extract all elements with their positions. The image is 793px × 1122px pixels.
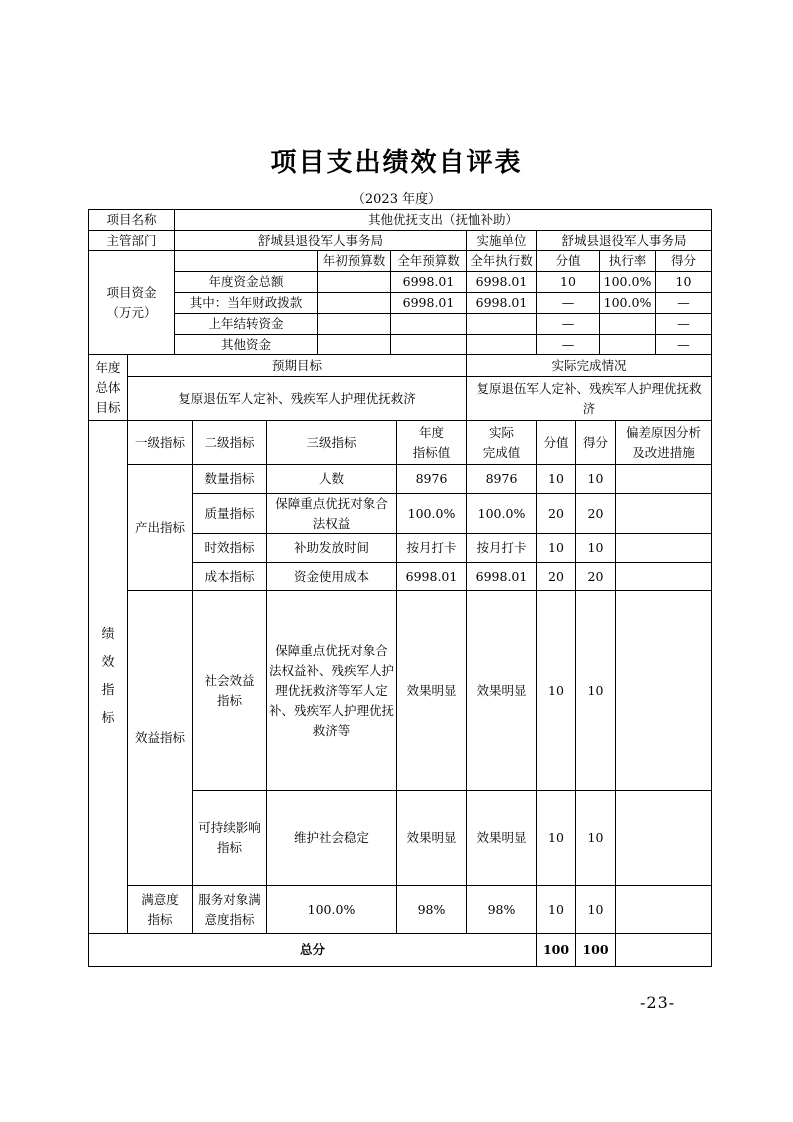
perf-header-score-text: 得分 [582,434,608,450]
output-target [396,464,467,494]
output-score-text: 10 [587,471,604,486]
page-number: -23- [640,993,676,1012]
funds-header-text: 全年预算数 [397,253,460,268]
goal-actual-text-text: 复原退伍军人定补、残疾军人护理优抚救 [476,380,702,396]
funds-cell-name-text: 其中：当年财政拨款 [189,295,303,310]
social-level3-text: 保障重点优抚对象合 [275,642,388,658]
funds-cell-rate-text: 100.0% [603,274,652,289]
funds-cell-rate [599,313,656,335]
social-actual-text: 效果明显 [476,682,527,698]
benefit-indicator-label [127,590,193,886]
output-actual-text: 8976 [485,471,518,486]
project-name-label [88,209,175,231]
output-score-value [536,464,576,494]
sustain-level2-text: 指标 [216,840,242,855]
sustain-score-text: 10 [587,830,604,845]
output-score [575,493,616,534]
output-level2 [192,493,267,534]
satisfaction-target [396,885,467,934]
output-score-value [536,533,576,563]
dept-label-text: 主管部门 [106,232,157,248]
satisfaction-score-value-text: 10 [548,901,564,917]
funds-cell-annual [390,313,467,335]
output-actual [466,464,537,494]
sustain-level2 [192,790,267,886]
sustain-score-value-text: 10 [548,830,564,845]
funds-header-text: 执行率 [608,253,647,268]
funds-header [317,250,391,272]
output-score-text: 10 [587,540,604,555]
output-level3 [266,493,397,534]
social-level3 [266,590,397,791]
perf-header-level1-text: 一级指标 [134,434,185,450]
funds-cell-name-text: 年度资金总额 [208,274,284,289]
perf-header-target [396,420,467,465]
output-actual-text: 6998.01 [475,568,528,584]
perf-header-level2 [192,420,267,465]
total-remark [615,933,712,967]
output-level3 [266,533,397,563]
output-level2-text: 成本指标 [204,568,255,584]
perf-header-remark-text: 偏差原因分析 [625,424,701,440]
report-year: （2023 年度） [351,192,442,207]
perf-header-actual-text: 实际 [488,424,514,440]
output-score-text: 20 [587,505,604,521]
satisfaction-score-text: 10 [587,901,604,917]
perf-label-text: 指 [101,683,115,698]
social-level2-text: 指标 [216,692,242,708]
funds-cell-name [174,313,318,335]
perf-header-level1 [127,420,193,465]
funds-cell-annual [390,271,467,293]
impl-value [536,230,712,251]
goal-expected-text-text: 复原退伍军人定补、残疾军人护理优抚救济 [178,390,416,406]
funds-cell-executed [466,271,537,293]
funds-cell-score_value [536,313,600,335]
output-level2 [192,464,267,494]
satisfaction-level2-text: 服务对象满 [198,891,261,907]
output-target [396,533,467,563]
social-score-text: 10 [587,682,604,698]
social-level3-text: 理优抚救济等军人定 [275,682,388,698]
output-indicator-label [127,464,193,591]
goal-expected-header [127,354,467,377]
output-remark [615,562,712,591]
social-target [396,590,467,791]
social-level3-text: 法权益补、残疾军人护 [269,662,395,678]
funds-cell-score-text: — [677,336,690,352]
perf-header-target-text: 指标值 [412,444,451,460]
impl-label [466,230,537,251]
sustain-actual [466,790,537,886]
satisfaction-remark [615,885,712,934]
funds-label-text: 项目资金 [106,284,157,300]
social-level2-text: 社会效益 [204,672,255,688]
total-score-text: 100 [582,942,609,957]
output-target-text: 按月打卡 [406,540,457,555]
satisfaction-level3 [266,885,397,934]
funds-cell-name [174,271,318,293]
funds-cell-score [655,313,712,335]
perf-header-score-value-text: 分值 [543,434,569,450]
goal-actual-header [466,354,712,377]
funds-cell-name-text: 其他资金 [220,336,271,352]
output-level2 [192,533,267,563]
funds-header [466,250,537,272]
social-target-text: 效果明显 [406,682,457,698]
output-level2-text: 质量指标 [204,505,255,521]
output-score-value [536,493,576,534]
funds-cell-executed-text: 6998.01 [475,295,528,310]
total-score-value-text: 100 [542,942,570,957]
output-actual-text: 100.0% [477,505,526,521]
goal-label-text: 年度 [95,359,121,375]
social-score-value-text: 10 [548,682,564,698]
satisfaction-score-value [536,885,576,934]
funds-cell-executed-text: 6998.01 [475,274,528,289]
sustain-actual-text: 效果明显 [476,830,527,845]
sustain-target-text: 效果明显 [406,830,457,845]
output-target-text: 8976 [415,471,448,486]
perf-header-level2-text: 二级指标 [204,434,255,450]
satisfaction-level1-text: 满意度 [141,891,179,907]
satisfaction-level2-text: 意度指标 [204,911,255,927]
output-target-text: 6998.01 [405,568,458,584]
goal-expected-text [127,376,467,421]
total-label-text: 总分 [299,942,325,957]
sustain-target [396,790,467,886]
funds-header-text: 分值 [555,253,581,268]
funds-cell-name [174,334,318,355]
output-score-value-text: 20 [548,568,564,584]
dept-label [88,230,175,251]
satisfaction-score [575,885,616,934]
goal-label [88,354,128,421]
sustain-level3-text: 维护社会稳定 [293,830,369,845]
dept-value [174,230,467,251]
perf-header-target-text: 年度 [418,424,444,440]
output-level3-text: 补助发放时间 [293,540,369,555]
goal-label-text: 总体 [95,379,121,395]
perf-header-actual [466,420,537,465]
satisfaction-level3-text: 100.0% [307,901,356,917]
output-score-value-text: 10 [548,471,564,486]
goal-expected-header-text: 预期目标 [271,357,322,373]
output-level3 [266,464,397,494]
output-score [575,464,616,494]
satisfaction-level1-text: 指标 [147,911,173,927]
funds-label [88,250,175,355]
perf-label-text: 绩 [101,627,115,642]
funds-header [655,250,712,272]
output-target [396,493,467,534]
sustain-remark [615,790,712,886]
funds-cell-score_value [536,292,600,314]
perf-header-actual-text: 完成值 [482,444,521,460]
output-remark [615,493,712,534]
perf-header-level3-text: 三级指标 [306,434,357,450]
social-level3-text: 救济等 [312,722,351,738]
output-target-text: 100.0% [407,505,456,521]
output-actual [466,562,537,591]
funds-cell-score_value-text: — [561,316,575,331]
perf-header-score [575,420,616,465]
satisfaction-level1 [127,885,193,934]
output-actual [466,533,537,563]
output-score-text: 20 [587,568,604,584]
benefit-indicator-label-text: 效益指标 [134,730,185,745]
goal-actual-header-text: 实际完成情况 [551,357,627,373]
funds-header-blank [174,250,318,272]
output-remark [615,464,712,494]
total-score [575,933,616,967]
output-actual-text: 按月打卡 [476,540,527,555]
project-name-value-text: 其他优抚支出（抚恤补助） [367,212,518,227]
sustain-level3 [266,790,397,886]
goal-actual-text-text: 济 [582,400,596,416]
social-score [575,590,616,791]
output-level2 [192,562,267,591]
funds-cell-name-text: 上年结转资金 [208,316,284,331]
satisfaction-actual-text: 98% [487,901,516,917]
goal-actual-text [466,376,712,421]
output-remark [615,533,712,563]
social-remark [615,590,712,791]
funds-cell-annual [390,292,467,314]
funds-cell-score_value [536,334,600,355]
funds-header [390,250,467,272]
project-name-label-text: 项目名称 [106,212,157,227]
funds-cell-initial [317,292,391,314]
funds-cell-score-text: 10 [675,274,692,289]
funds-cell-rate [599,334,656,355]
output-level3-text: 保障重点优抚对象合 [275,495,388,511]
output-level3-text: 法权益 [312,515,351,531]
sustain-score [575,790,616,886]
dept-value-text: 舒城县退役军人事务局 [257,232,383,248]
funds-cell-score-text: — [677,295,690,310]
funds-cell-annual [390,334,467,355]
funds-cell-score [655,271,712,293]
social-level2 [192,590,267,791]
impl-label-text: 实施单位 [476,232,527,248]
total-label [88,933,537,967]
social-score-value [536,590,576,791]
perf-label-text: 效 [101,655,115,670]
funds-cell-name [174,292,318,314]
funds-cell-executed [466,313,537,335]
output-score [575,562,616,591]
funds-cell-score_value-text: 10 [560,274,576,289]
funds-cell-score_value-text: — [561,295,575,310]
satisfaction-level2 [192,885,267,934]
perf-header-score-value [536,420,576,465]
funds-cell-score_value [536,271,600,293]
funds-header-text: 年初预算数 [322,253,386,268]
output-level2-text: 数量指标 [204,471,255,486]
perf-label-text: 标 [101,711,115,726]
output-score-value-text: 20 [548,505,564,521]
funds-cell-annual-text: 6998.01 [402,274,455,289]
output-level3-text: 资金使用成本 [293,568,369,584]
satisfaction-actual [466,885,537,934]
perf-label [88,420,128,934]
funds-cell-executed [466,292,537,314]
funds-cell-annual-text: 6998.01 [402,295,455,310]
funds-cell-score_value-text: — [561,336,575,352]
perf-header-level3 [266,420,397,465]
funds-label-text: （万元） [106,304,157,320]
funds-cell-score-text: — [677,316,690,331]
page-title: 项目支出绩效自评表 [270,148,523,178]
funds-cell-rate [599,292,656,314]
project-name-value [174,209,712,231]
output-indicator-label-text: 产出指标 [134,519,185,535]
funds-cell-initial [317,334,391,355]
social-level3-text: 补、残疾军人护理优抚 [269,702,395,718]
sustain-level2-text: 可持续影响 [198,820,261,835]
funds-header [599,250,656,272]
output-score [575,533,616,563]
output-level3-text: 人数 [318,471,344,486]
funds-cell-rate-text: 100.0% [603,295,652,310]
social-actual [466,590,537,791]
output-level3 [266,562,397,591]
perf-header-remark-text: 及改进措施 [632,444,695,460]
sustain-score-value [536,790,576,886]
satisfaction-target-text: 98% [417,901,446,917]
output-target [396,562,467,591]
funds-cell-initial [317,313,391,335]
funds-cell-executed [466,334,537,355]
impl-value-text: 舒城县退役军人事务局 [561,232,687,248]
output-score-value-text: 10 [548,540,564,555]
funds-cell-rate [599,271,656,293]
funds-cell-initial [317,271,391,293]
goal-label-text: 目标 [95,399,121,415]
output-score-value [536,562,576,591]
funds-header [536,250,600,272]
output-actual [466,493,537,534]
output-level2-text: 时效指标 [204,540,255,555]
perf-header-remark [615,420,712,465]
funds-header-text: 全年执行数 [470,253,533,268]
funds-cell-score [655,292,712,314]
total-score-value [536,933,576,967]
funds-cell-score [655,334,712,355]
funds-header-text: 得分 [670,253,696,268]
